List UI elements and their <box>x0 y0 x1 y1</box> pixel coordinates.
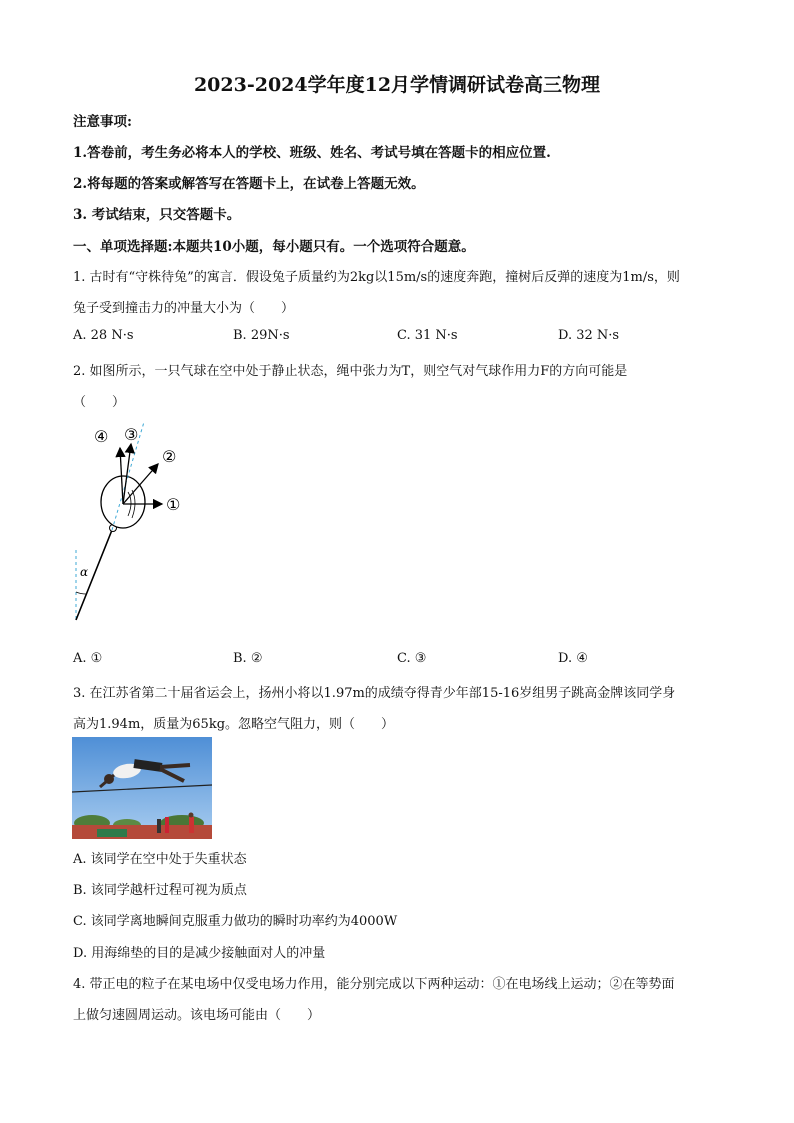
q2-option-a: A. ① <box>73 651 103 666</box>
figure-label-1: ① <box>166 495 181 514</box>
q3-option-b: B. 该同学越杆过程可视为质点 <box>73 883 247 898</box>
balloon-figure <box>68 420 198 630</box>
notice-item-3: 3. 考试结束，只交答题卡。 <box>73 207 241 223</box>
notice-item-2: 2.将每题的答案或解答写在答题卡上，在试卷上答题无效。 <box>73 176 425 192</box>
q1-option-d: D. 32 N·s <box>558 328 620 343</box>
figure-label-3: ③ <box>124 425 139 444</box>
figure-label-2: ② <box>162 447 177 466</box>
q3-text-line1: 3. 在江苏省第二十届省运会上，扬州小将以1.97m的成绩夺得青少年部15-16岁组男子跳高金牌该同学身 <box>73 686 676 701</box>
q2-text-line2: （ ） <box>73 395 126 410</box>
q3-option-d: D. 用海绵垫的目的是减少接触面对人的冲量 <box>73 946 326 961</box>
notice-heading: 注意事项: <box>73 114 132 130</box>
q2-option-b: B. ② <box>233 651 263 666</box>
q1-option-b: B. 29N·s <box>233 328 290 343</box>
figure-label-4: ④ <box>94 427 109 446</box>
q1-text-line2: 兔子受到撞击力的冲量大小为（ ） <box>73 301 295 316</box>
q3-text-line2: 高为1.94m，质量为65kg。忽略空气阻力，则（ ） <box>73 717 395 732</box>
q4-text-line1: 4. 带正电的粒子在某电场中仅受电场力作用，能分别完成以下两种运动：①在电场线上运动；②在等势面 <box>73 977 675 992</box>
figure-label-alpha: α <box>80 565 89 579</box>
section-heading: 一、单项选择题:本题共10小题，每小题只有。一个选项符合题意。 <box>73 239 475 255</box>
q2-option-c: C. ③ <box>397 651 427 666</box>
q4-text-line2: 上做匀速圆周运动。该电场可能由（ ） <box>73 1008 321 1023</box>
q1-text-line1: 1. 古时有“守株待兔”的寓言．假设兔子质量约为2kg以15m/s的速度奔跑，撞树后反弹的速度为1m/s，则 <box>73 270 680 285</box>
q1-option-c: C. 31 N·s <box>397 328 458 343</box>
q2-text-line1: 2. 如图所示，一只气球在空中处于静止状态，绳中张力为T，则空气对气球作用力F的方向可能是 <box>73 364 628 379</box>
q3-option-c: C. 该同学离地瞬间克服重力做功的瞬时功率约为4000W <box>73 914 398 929</box>
q3-option-a: A. 该同学在空中处于失重状态 <box>73 852 247 867</box>
page-title: 2023-2024学年度12月学情调研试卷高三物理 <box>193 74 601 96</box>
high-jump-photo <box>72 737 212 839</box>
q2-option-d: D. ④ <box>558 651 588 666</box>
notice-item-1: 1.答卷前，考生务必将本人的学校、班级、姓名、考试号填在答题卡的相应位置. <box>73 145 551 161</box>
q1-option-a: A. 28 N·s <box>73 328 134 343</box>
